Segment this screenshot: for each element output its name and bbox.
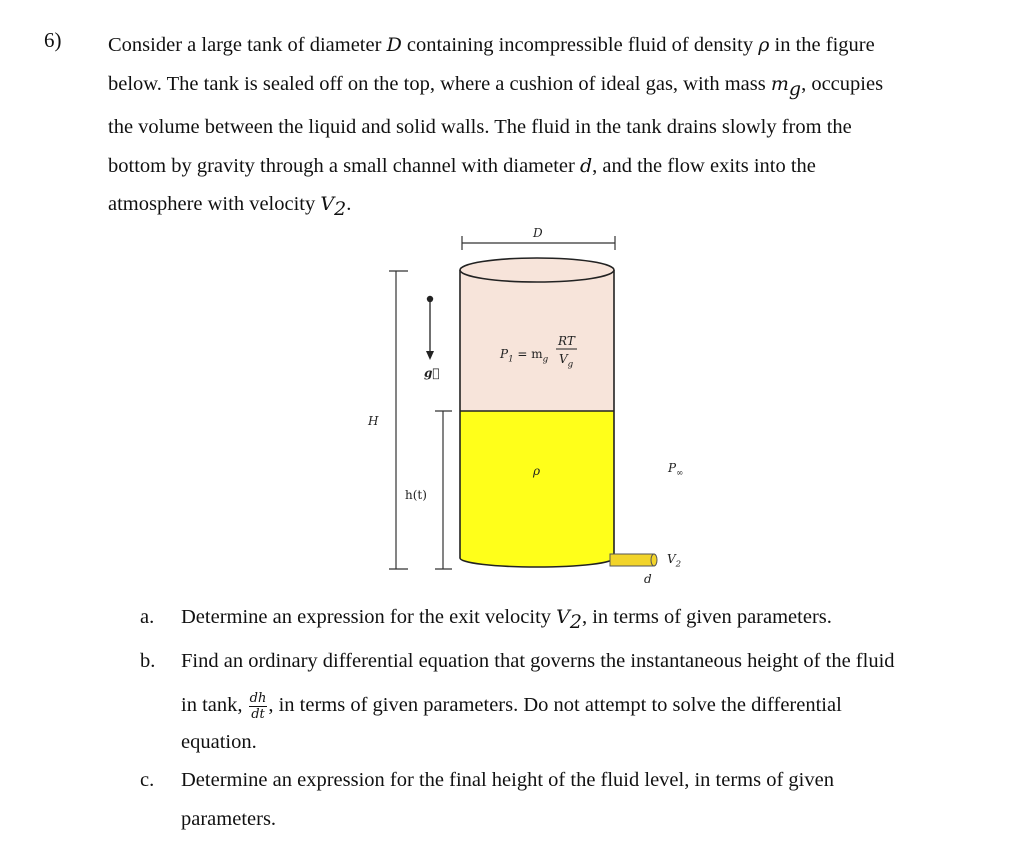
part-c-line-1: Determine an expression for the final height of the fluid level, in terms of given xyxy=(181,769,834,792)
label-Vg-V: V xyxy=(559,352,568,366)
intro-text: atmosphere with velocity xyxy=(108,193,321,216)
label-P1-eq xyxy=(500,348,548,364)
label-H: H xyxy=(368,414,379,428)
height-H-dimension xyxy=(389,271,408,569)
part-a-text-2: , in terms of given parameters. xyxy=(581,606,832,628)
label-P1-sub: 1 xyxy=(508,354,514,365)
part-a-letter: a. xyxy=(140,606,155,628)
part-a-line xyxy=(181,598,1000,642)
var-V-subscript: 2 xyxy=(334,198,347,221)
fraction-numerator: dh xyxy=(249,691,267,707)
part-b-line-1: Find an ordinary differential equation that governs the instantaneous height of the fluid xyxy=(181,649,895,672)
intro-text: containing incompressible fluid of density xyxy=(401,34,759,56)
var-m: m xyxy=(770,72,789,95)
label-rho: ρ xyxy=(533,464,541,478)
label-mg-sub: g xyxy=(542,354,549,365)
question-parts xyxy=(140,598,1000,838)
part-a xyxy=(140,598,1000,642)
intro-text: , occupies xyxy=(801,72,884,95)
label-d: d xyxy=(644,572,652,586)
var-V: V xyxy=(320,193,335,216)
intro-text: bottom by gravity through a small channel with diameter xyxy=(108,154,580,177)
label-V2-V: V xyxy=(667,552,676,566)
part-b-line-2-pre: in tank, xyxy=(181,694,248,717)
drain-pipe xyxy=(610,554,657,566)
gravity-arrow xyxy=(426,296,434,360)
label-Vg xyxy=(559,353,573,369)
part-a-text: Determine an expression for the exit velocity xyxy=(181,606,557,628)
fraction-denominator: dt xyxy=(251,707,265,723)
var-D: D xyxy=(386,34,402,56)
part-c xyxy=(140,761,1000,838)
height-h-dimension xyxy=(435,411,452,569)
tank-diagram xyxy=(0,215,1024,590)
intro-text: below. The tank is sealed off on the top, where a cushion of ideal gas, with mass xyxy=(108,72,771,95)
part-b-letter: b. xyxy=(140,649,156,672)
intro-text: Consider a large tank of diameter xyxy=(108,34,387,56)
intro-text: the volume between the liquid and solid walls. The fluid in the tank drains slowly from the xyxy=(108,116,852,139)
part-c-line-2: parameters. xyxy=(181,807,277,830)
label-P1-equals: = m xyxy=(513,347,543,361)
intro-text: . xyxy=(346,193,352,216)
label-ht: h(t) xyxy=(405,488,427,502)
part-b-line-3: equation. xyxy=(181,730,257,753)
problem-statement xyxy=(108,26,988,229)
label-V2-sub: 2 xyxy=(675,559,682,570)
liquid-region xyxy=(460,411,614,567)
label-D: D xyxy=(533,226,543,240)
dh-dt-fraction xyxy=(249,692,268,721)
part-b-line-2-post: , in terms of given parameters. Do not attempt to solve the differential xyxy=(268,694,842,717)
intro-line-2 xyxy=(108,65,988,109)
intro-text: in the figure xyxy=(769,34,875,56)
intro-line-1 xyxy=(108,26,988,65)
tank-top xyxy=(460,258,614,282)
intro-text: , and the flow exits into the xyxy=(592,154,816,177)
intro-line-4 xyxy=(108,147,988,186)
tank-figure xyxy=(0,215,1024,590)
var-m-subscript: g xyxy=(788,77,802,100)
label-Pinf-P: P xyxy=(668,461,677,475)
label-V2 xyxy=(667,553,681,569)
question-number: 6) xyxy=(44,28,62,52)
intro-line-3 xyxy=(108,108,988,147)
label-RT: RT xyxy=(558,334,575,348)
var-rho: ρ xyxy=(758,34,770,56)
part-a-var-sub: 2 xyxy=(569,611,582,634)
part-c-letter: c. xyxy=(140,769,155,792)
part-a-var: V xyxy=(556,606,570,628)
part-b-line-2 xyxy=(181,680,1000,725)
label-Vg-sub: g xyxy=(567,359,574,370)
label-Pinf-sub: ∞ xyxy=(676,468,684,479)
label-P1: P xyxy=(500,347,509,361)
var-d: d xyxy=(579,154,593,177)
label-gravity: g⃗ xyxy=(424,366,440,380)
label-Pinf xyxy=(668,462,683,478)
part-b xyxy=(140,642,1000,762)
gas-region xyxy=(460,270,614,411)
